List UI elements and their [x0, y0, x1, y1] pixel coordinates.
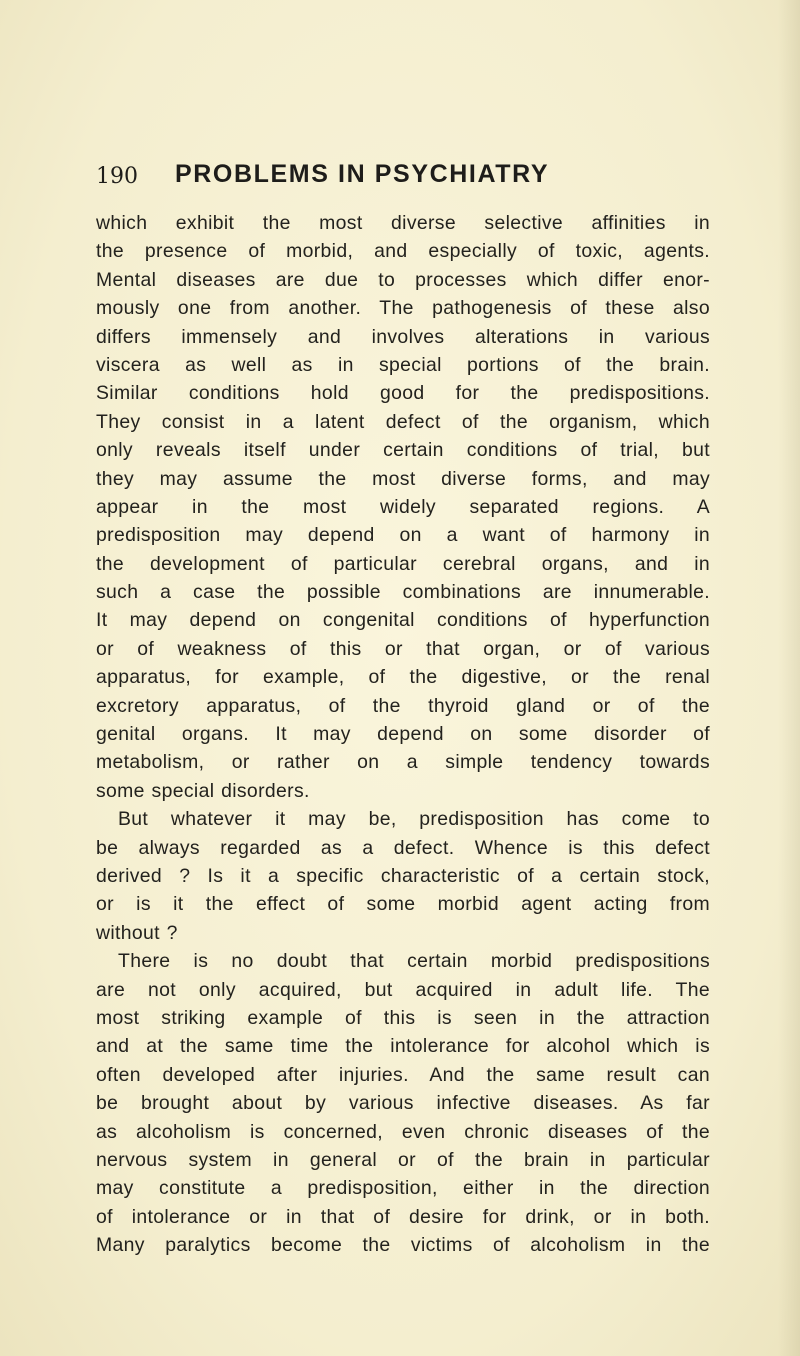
text-line: metabolism, or rather on a simple tendency towards — [96, 751, 710, 774]
page-number: 190 — [96, 164, 138, 189]
running-head-title: PROBLEMS IN PSYCHIATRY — [175, 160, 550, 188]
text-line: derived ? Is it a specific characteristic of a certain stock, — [96, 864, 710, 887]
text-line: Similar conditions hold good for the predispositions. — [96, 382, 710, 405]
text-line: differs immensely and involves alterations in various — [96, 325, 710, 348]
text-line: They consist in a latent defect of the organism, which — [96, 410, 710, 433]
paragraph-start-line: There is no doubt that certain morbid predispositions — [118, 950, 710, 973]
text-line: often developed after injuries. And the same result can — [96, 1063, 710, 1086]
text-line: the development of particular cerebral organs, and in — [96, 552, 710, 575]
body-text — [96, 209, 710, 1259]
paragraph-end-line: some special disorders. — [96, 779, 310, 802]
text-line: predisposition may depend on a want of harmony in — [96, 524, 710, 547]
text-line: viscera as well as in special portions of the brain. — [96, 353, 710, 376]
text-line: may constitute a predisposition, either in the direction — [96, 1177, 710, 1200]
text-line: apparatus, for example, of the digestive, or the renal — [96, 666, 710, 689]
text-line: Many paralytics become the victims of alcoholism in the — [96, 1234, 710, 1257]
text-line: be brought about by various infective diseases. As far — [96, 1092, 710, 1115]
text-line: as alcoholism is concerned, even chronic diseases of the — [96, 1120, 710, 1143]
text-line: Mental diseases are due to processes which differ enor- — [96, 268, 710, 291]
text-line: excretory apparatus, of the thyroid gland or of the — [96, 694, 710, 717]
text-line: It may depend on congenital conditions of hyperfunction — [96, 609, 710, 632]
text-line: appear in the most widely separated regions. A — [96, 495, 710, 518]
text-line: such a case the possible combinations are innumerable. — [96, 581, 710, 604]
text-line: the presence of morbid, and especially of toxic, agents. — [96, 240, 710, 263]
text-line: or of weakness of this or that organ, or of various — [96, 637, 710, 660]
text-line: and at the same time the intolerance for alcohol which is — [96, 1035, 710, 1058]
text-line: only reveals itself under certain conditions of trial, but — [96, 439, 710, 462]
text-line: are not only acquired, but acquired in adult life. The — [96, 978, 710, 1001]
text-line: or is it the effect of some morbid agent acting from — [96, 893, 710, 916]
running-head — [96, 160, 711, 194]
text-line: most striking example of this is seen in the attraction — [96, 1006, 710, 1029]
paragraph-end-line: without ? — [96, 921, 178, 944]
text-line: which exhibit the most diverse selective affinities in — [96, 212, 710, 234]
text-line: genital organs. It may depend on some disorder of — [96, 723, 710, 746]
text-line: be always regarded as a defect. Whence is this defect — [96, 836, 710, 859]
text-line: of intolerance or in that of desire for drink, or in both. — [96, 1205, 710, 1228]
text-line: mously one from another. The pathogenesis of these also — [96, 297, 710, 320]
text-line: they may assume the most diverse forms, and may — [96, 467, 710, 490]
page-edge-shadow — [778, 0, 800, 1356]
text-line: nervous system in general or of the brain in particular — [96, 1148, 710, 1171]
paragraph-start-line: But whatever it may be, predisposition has come to — [118, 808, 710, 831]
